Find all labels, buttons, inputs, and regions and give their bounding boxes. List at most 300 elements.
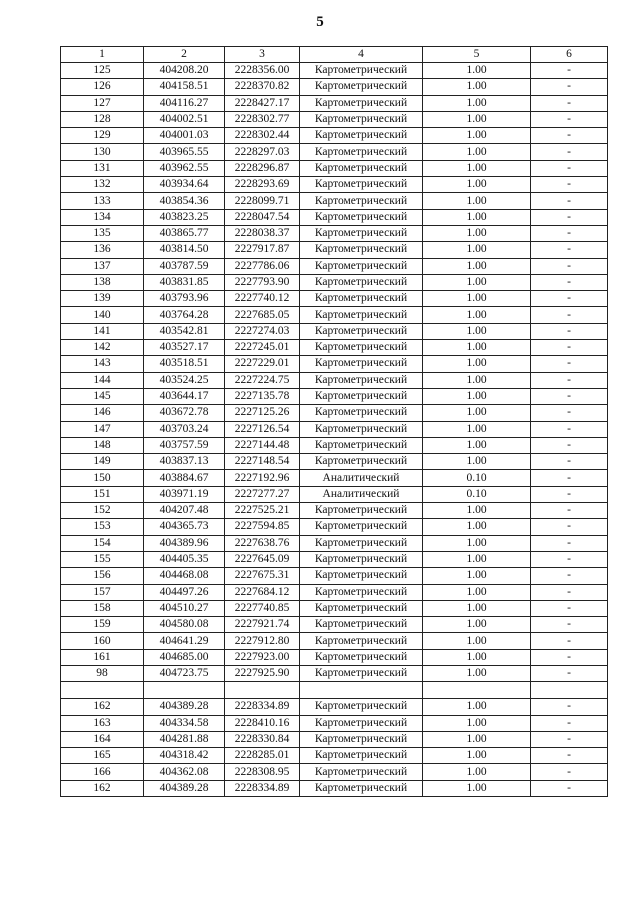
table-cell: 162 <box>61 699 144 715</box>
table-cell: 137 <box>61 258 144 274</box>
table-cell: 2228427.17 <box>225 95 300 111</box>
table-cell: 133 <box>61 193 144 209</box>
table-cell: 164 <box>61 731 144 747</box>
table-cell: - <box>531 177 608 193</box>
table-row <box>61 421 608 437</box>
table-cell: - <box>531 372 608 388</box>
table-cell: 2227923.00 <box>225 649 300 665</box>
table-cell: 2228296.87 <box>225 160 300 176</box>
table-row <box>61 291 608 307</box>
table-cell: 135 <box>61 225 144 241</box>
table-cell: 0.10 <box>423 470 531 486</box>
table-cell: 403934.64 <box>144 177 225 193</box>
table-cell: 138 <box>61 274 144 290</box>
table-cell: 2228293.69 <box>225 177 300 193</box>
table-cell: - <box>531 584 608 600</box>
table-cell: - <box>531 519 608 535</box>
table-row <box>61 633 608 649</box>
table-cell: 139 <box>61 291 144 307</box>
table-cell: 1.00 <box>423 340 531 356</box>
table-row <box>61 551 608 567</box>
table-cell: 152 <box>61 503 144 519</box>
table-cell: Картометрический <box>300 63 423 79</box>
table-cell: - <box>531 79 608 95</box>
table-cell: 156 <box>61 568 144 584</box>
table-cell: 2227135.78 <box>225 388 300 404</box>
table-cell: 1.00 <box>423 633 531 649</box>
header-cell: 3 <box>225 47 300 63</box>
table-cell: 132 <box>61 177 144 193</box>
table-row <box>61 209 608 225</box>
table-cell: 2228302.44 <box>225 128 300 144</box>
table-cell: 2227912.80 <box>225 633 300 649</box>
table-cell: - <box>531 470 608 486</box>
table-cell: 127 <box>61 95 144 111</box>
table-row <box>61 111 608 127</box>
table-cell: 2227594.85 <box>225 519 300 535</box>
table-cell: 1.00 <box>423 160 531 176</box>
table-cell: 404002.51 <box>144 111 225 127</box>
table-cell: 161 <box>61 649 144 665</box>
table-cell: 166 <box>61 764 144 780</box>
table-cell: 150 <box>61 470 144 486</box>
table-cell: 1.00 <box>423 79 531 95</box>
table-cell: 2227684.12 <box>225 584 300 600</box>
table-cell: 1.00 <box>423 665 531 681</box>
table-cell: Картометрический <box>300 748 423 764</box>
table-row <box>61 617 608 633</box>
table-cell: 1.00 <box>423 242 531 258</box>
table-cell: - <box>531 731 608 747</box>
table-row <box>61 79 608 95</box>
table-cell: Картометрический <box>300 356 423 372</box>
table-cell: 2227224.75 <box>225 372 300 388</box>
table-row <box>61 388 608 404</box>
table-cell: Картометрический <box>300 780 423 796</box>
table-cell: 2227245.01 <box>225 340 300 356</box>
table-cell: 1.00 <box>423 225 531 241</box>
table-cell: 2227645.09 <box>225 551 300 567</box>
table-cell: 404580.08 <box>144 617 225 633</box>
table-cell: 159 <box>61 617 144 633</box>
table-row <box>61 600 608 616</box>
table-cell: 403962.55 <box>144 160 225 176</box>
table-cell: 0.10 <box>423 486 531 502</box>
table-cell: - <box>531 144 608 160</box>
table-row <box>61 715 608 731</box>
table-cell: Картометрический <box>300 274 423 290</box>
table-cell: 404389.28 <box>144 699 225 715</box>
table-cell: 2228334.89 <box>225 780 300 796</box>
table-cell: 1.00 <box>423 715 531 731</box>
table-cell: 1.00 <box>423 356 531 372</box>
table-cell: - <box>531 242 608 258</box>
table-cell: 1.00 <box>423 177 531 193</box>
table-cell: 2227148.54 <box>225 454 300 470</box>
table-cell: Картометрический <box>300 209 423 225</box>
table-cell: 1.00 <box>423 144 531 160</box>
table-cell: 1.00 <box>423 519 531 535</box>
table-cell: 1.00 <box>423 209 531 225</box>
table-cell: 403644.17 <box>144 388 225 404</box>
table-row <box>61 731 608 747</box>
table-cell: Картометрический <box>300 225 423 241</box>
table-row <box>61 274 608 290</box>
table-cell: 403764.28 <box>144 307 225 323</box>
table-cell: - <box>531 617 608 633</box>
table-cell: 153 <box>61 519 144 535</box>
table-cell: 151 <box>61 486 144 502</box>
table-cell: Картометрический <box>300 731 423 747</box>
table-cell: 403823.25 <box>144 209 225 225</box>
table-cell: 130 <box>61 144 144 160</box>
table-cell: Аналитический <box>300 486 423 502</box>
table-cell: 154 <box>61 535 144 551</box>
table-cell: 404281.88 <box>144 731 225 747</box>
table-cell: 2228038.37 <box>225 225 300 241</box>
table-cell: Картометрический <box>300 160 423 176</box>
table-cell: 126 <box>61 79 144 95</box>
table-cell: - <box>531 128 608 144</box>
table-cell: 403854.36 <box>144 193 225 209</box>
table-cell: 155 <box>61 551 144 567</box>
table-cell: - <box>531 258 608 274</box>
table-cell: Картометрический <box>300 421 423 437</box>
table-cell: 125 <box>61 63 144 79</box>
table-cell: - <box>531 95 608 111</box>
table-cell: 1.00 <box>423 699 531 715</box>
table-cell: 1.00 <box>423 128 531 144</box>
table-cell: 1.00 <box>423 617 531 633</box>
table-cell <box>225 682 300 699</box>
table-cell: 404510.27 <box>144 600 225 616</box>
table-cell: 165 <box>61 748 144 764</box>
table-row <box>61 780 608 796</box>
table-cell: 1.00 <box>423 372 531 388</box>
table-cell: - <box>531 63 608 79</box>
table-cell: - <box>531 388 608 404</box>
table-cell: 2228356.00 <box>225 63 300 79</box>
table-cell: 2228047.54 <box>225 209 300 225</box>
table-cell: 404389.28 <box>144 780 225 796</box>
table-row <box>61 699 608 715</box>
table-cell: - <box>531 551 608 567</box>
table-cell: Картометрический <box>300 519 423 535</box>
table-cell: - <box>531 405 608 421</box>
table-cell: - <box>531 764 608 780</box>
table-cell <box>300 682 423 699</box>
table-cell: - <box>531 503 608 519</box>
table-cell: 403787.59 <box>144 258 225 274</box>
table-cell: 1.00 <box>423 731 531 747</box>
table-cell: 2227126.54 <box>225 421 300 437</box>
table-row <box>61 323 608 339</box>
table-cell: 160 <box>61 633 144 649</box>
table-cell: 2228330.84 <box>225 731 300 747</box>
table-cell: 148 <box>61 437 144 453</box>
table-cell: 2227125.26 <box>225 405 300 421</box>
table-cell: 403542.81 <box>144 323 225 339</box>
table-cell: 2228308.95 <box>225 764 300 780</box>
table-row <box>61 372 608 388</box>
table-cell: Картометрический <box>300 600 423 616</box>
table-cell: 404405.35 <box>144 551 225 567</box>
table-row <box>61 128 608 144</box>
table-cell: 140 <box>61 307 144 323</box>
table-cell: Картометрический <box>300 388 423 404</box>
table-cell: 144 <box>61 372 144 388</box>
table-cell: 1.00 <box>423 421 531 437</box>
table-cell: 403672.78 <box>144 405 225 421</box>
table-cell: 1.00 <box>423 600 531 616</box>
table-cell: Картометрический <box>300 715 423 731</box>
table-cell: Картометрический <box>300 291 423 307</box>
table-cell: 136 <box>61 242 144 258</box>
table-cell: 1.00 <box>423 405 531 421</box>
table-cell: 2228410.16 <box>225 715 300 731</box>
table-cell: 149 <box>61 454 144 470</box>
table-cell: 2227229.01 <box>225 356 300 372</box>
table-cell: 403793.96 <box>144 291 225 307</box>
table-cell: Картометрический <box>300 535 423 551</box>
table-cell: 404207.48 <box>144 503 225 519</box>
table-cell: - <box>531 649 608 665</box>
table-cell: 403837.13 <box>144 454 225 470</box>
table-cell: 2227638.76 <box>225 535 300 551</box>
table-cell: - <box>531 307 608 323</box>
table-cell: - <box>531 486 608 502</box>
table-cell: 403884.67 <box>144 470 225 486</box>
table-cell: 1.00 <box>423 111 531 127</box>
table-cell: 131 <box>61 160 144 176</box>
table-cell: Картометрический <box>300 568 423 584</box>
table-row <box>61 340 608 356</box>
table-cell: 2227685.05 <box>225 307 300 323</box>
table-cell: Картометрический <box>300 340 423 356</box>
table-cell: Картометрический <box>300 649 423 665</box>
table-row <box>61 748 608 764</box>
table-cell: 404685.00 <box>144 649 225 665</box>
table-cell: - <box>531 111 608 127</box>
table-cell: 403814.50 <box>144 242 225 258</box>
table-cell: 1.00 <box>423 748 531 764</box>
table-cell: 404389.96 <box>144 535 225 551</box>
table-cell: 98 <box>61 665 144 681</box>
table-cell: 403527.17 <box>144 340 225 356</box>
table-cell: 1.00 <box>423 780 531 796</box>
table-cell: 2227740.85 <box>225 600 300 616</box>
table-row <box>61 307 608 323</box>
table-cell: 404497.26 <box>144 584 225 600</box>
table-cell: 1.00 <box>423 274 531 290</box>
table-cell: Картометрический <box>300 111 423 127</box>
table-cell: 1.00 <box>423 437 531 453</box>
table-cell: 2227277.27 <box>225 486 300 502</box>
table-cell: 2227192.96 <box>225 470 300 486</box>
table-row <box>61 95 608 111</box>
table-cell: 403971.19 <box>144 486 225 502</box>
table-cell: 2228285.01 <box>225 748 300 764</box>
table-row <box>61 177 608 193</box>
table-cell: - <box>531 780 608 796</box>
table-cell: 2227525.21 <box>225 503 300 519</box>
table-cell: - <box>531 748 608 764</box>
table-cell: 2227274.03 <box>225 323 300 339</box>
table-cell: 2228334.89 <box>225 699 300 715</box>
table-cell: Картометрический <box>300 307 423 323</box>
table-cell: 1.00 <box>423 291 531 307</box>
table-cell: 403865.77 <box>144 225 225 241</box>
header-cell: 4 <box>300 47 423 63</box>
table-cell: Картометрический <box>300 128 423 144</box>
table-cell: Картометрический <box>300 193 423 209</box>
table-cell: 1.00 <box>423 535 531 551</box>
table-cell: Картометрический <box>300 95 423 111</box>
table-cell: 1.00 <box>423 764 531 780</box>
table-cell: 141 <box>61 323 144 339</box>
table-cell: 2227786.06 <box>225 258 300 274</box>
table-row <box>61 486 608 502</box>
table-cell: 157 <box>61 584 144 600</box>
table-cell: 403965.55 <box>144 144 225 160</box>
table-cell <box>531 682 608 699</box>
header-cell: 5 <box>423 47 531 63</box>
table-cell: 145 <box>61 388 144 404</box>
table-cell: 1.00 <box>423 388 531 404</box>
table-cell: - <box>531 193 608 209</box>
table-cell: 1.00 <box>423 307 531 323</box>
table-row <box>61 503 608 519</box>
table-cell: 1.00 <box>423 95 531 111</box>
table-cell: - <box>531 699 608 715</box>
table-cell: 404208.20 <box>144 63 225 79</box>
table-cell: Картометрический <box>300 503 423 519</box>
table-cell <box>423 682 531 699</box>
table-cell: 404334.58 <box>144 715 225 731</box>
page-number: 5 <box>316 14 324 30</box>
table-cell: - <box>531 633 608 649</box>
table-cell: - <box>531 421 608 437</box>
table-header-row <box>61 47 608 63</box>
table-cell: 2227917.87 <box>225 242 300 258</box>
table-cell: 2228297.03 <box>225 144 300 160</box>
table-row <box>61 665 608 681</box>
table-row <box>61 160 608 176</box>
table-row <box>61 470 608 486</box>
table-cell: Картометрический <box>300 242 423 258</box>
table-cell: 1.00 <box>423 649 531 665</box>
header-cell: 6 <box>531 47 608 63</box>
table-cell: - <box>531 568 608 584</box>
table-cell: 1.00 <box>423 323 531 339</box>
table-cell: Картометрический <box>300 144 423 160</box>
table-cell: 147 <box>61 421 144 437</box>
table-cell: Картометрический <box>300 584 423 600</box>
table-cell: 158 <box>61 600 144 616</box>
table-row <box>61 535 608 551</box>
table-row <box>61 519 608 535</box>
table-cell: 129 <box>61 128 144 144</box>
table-row <box>61 258 608 274</box>
table-cell: 2228302.77 <box>225 111 300 127</box>
table-cell <box>61 682 144 699</box>
table-cell: Картометрический <box>300 617 423 633</box>
table-cell: 404468.08 <box>144 568 225 584</box>
table-cell: Картометрический <box>300 258 423 274</box>
table-cell: 403831.85 <box>144 274 225 290</box>
table-cell: 134 <box>61 209 144 225</box>
table-cell: 146 <box>61 405 144 421</box>
table-cell: Картометрический <box>300 372 423 388</box>
table-row <box>61 405 608 421</box>
table-cell: 404001.03 <box>144 128 225 144</box>
table-cell: Картометрический <box>300 405 423 421</box>
table-cell: 128 <box>61 111 144 127</box>
table-cell: - <box>531 437 608 453</box>
table-cell: 1.00 <box>423 454 531 470</box>
table-cell: 403757.59 <box>144 437 225 453</box>
table-row <box>61 356 608 372</box>
table-cell: 404641.29 <box>144 633 225 649</box>
table-cell: Картометрический <box>300 633 423 649</box>
table-row <box>61 682 608 699</box>
table-cell: - <box>531 274 608 290</box>
table-row <box>61 568 608 584</box>
table-cell: 404365.73 <box>144 519 225 535</box>
table-cell: Картометрический <box>300 454 423 470</box>
coordinates-table <box>60 46 608 797</box>
header-cell: 1 <box>61 47 144 63</box>
table-cell: 1.00 <box>423 258 531 274</box>
table-cell <box>144 682 225 699</box>
table-cell: - <box>531 291 608 307</box>
table-cell: 142 <box>61 340 144 356</box>
table-cell: 404158.51 <box>144 79 225 95</box>
header-cell: 2 <box>144 47 225 63</box>
table-cell: 1.00 <box>423 551 531 567</box>
table-cell: 2227921.74 <box>225 617 300 633</box>
table-cell: Картометрический <box>300 177 423 193</box>
table-cell: - <box>531 454 608 470</box>
table-cell: - <box>531 225 608 241</box>
table-cell: Картометрический <box>300 323 423 339</box>
table-row <box>61 63 608 79</box>
table-cell: 2228099.71 <box>225 193 300 209</box>
table-cell: 2227144.48 <box>225 437 300 453</box>
table-cell: 403524.25 <box>144 372 225 388</box>
table-cell: 2227675.31 <box>225 568 300 584</box>
table-cell: - <box>531 160 608 176</box>
table-cell: 1.00 <box>423 503 531 519</box>
table-cell: 1.00 <box>423 584 531 600</box>
table-cell: 2227740.12 <box>225 291 300 307</box>
table-cell: 1.00 <box>423 568 531 584</box>
table-row <box>61 584 608 600</box>
table-row <box>61 242 608 258</box>
table-row <box>61 649 608 665</box>
table-cell: 404723.75 <box>144 665 225 681</box>
table-cell: 1.00 <box>423 193 531 209</box>
table-cell: - <box>531 323 608 339</box>
table-row <box>61 144 608 160</box>
table-row <box>61 454 608 470</box>
table-row <box>61 225 608 241</box>
table-cell: 404318.42 <box>144 748 225 764</box>
table-cell: 403518.51 <box>144 356 225 372</box>
table-row <box>61 193 608 209</box>
table-cell: Аналитический <box>300 470 423 486</box>
table-cell: Картометрический <box>300 764 423 780</box>
